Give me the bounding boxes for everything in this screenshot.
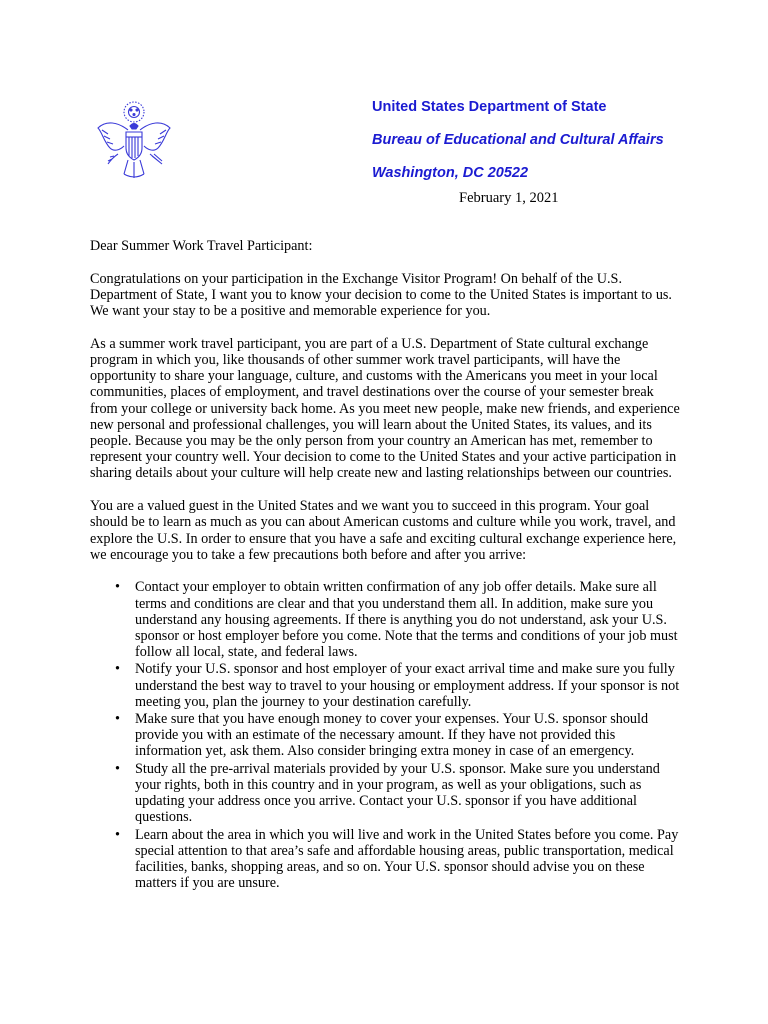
great-seal-icon [94,98,174,184]
department-name: United States Department of State [372,99,607,115]
list-item-text: Notify your U.S. sponsor and host employer of your exact arrival time and make sure you fully understand the best way to travel to your housing or employment address. If your sponsor is not meeting you, plan the journey to your destination carefully. [135,661,680,710]
list-item [90,711,680,760]
paragraph-program-overview: As a summer work travel participant, you are part of a U.S. Department of State cultural exchange program in which you, like thousands of other summer work travel participants, will have the opportunity to share your language, culture, and customs with the Americans you meet in your local communities, places of employment, and travel destinations over the course of your semester break from your college or university back home. As you meet new people, make new friends, and experience new personal and professional challenges, you will learn about the United States, its values, and its people. Because you may be the only person from your country an American has met, remember to represent your country well. Your decision to come to the United States and your active participation in sharing details about your culture will help create new and lasting relationships between our countries. [90,335,680,482]
bullet-icon: • [115,711,120,728]
list-item-text: Study all the pre-arrival materials provided by your U.S. sponsor. Make sure you understand your rights, both in this country and in your program, as well as your obligations, such as updating your address once you arrive. Contact your U.S. sponsor if you have additional questions. [135,760,660,826]
bullet-icon: • [115,579,120,596]
letter-body [90,238,680,892]
salutation: Dear Summer Work Travel Participant: [90,238,313,254]
list-item [90,661,680,710]
list-item [90,761,680,826]
paragraph-valued-guest: You are a valued guest in the United States and we want you to succeed in this program. Your goal should be to learn as much as you can about American customs and culture while you work, travel, and explore the U.S. In order to ensure that you have a safe and exciting cultural exchange experience here, we encourage you to take a few precautions both before and after you arrive: [90,498,677,563]
list-item-text: Learn about the area in which you will live and work in the United States before you come. Pay special attention to that area’s safe and affordable housing areas, public transportation, medical facilities, banks, shopping areas, and so on. Your U.S. sponsor should advise you on these matters if you are unsure. [135,826,679,892]
precautions-list [90,579,680,891]
letterhead [372,91,664,190]
list-item-text: Contact your employer to obtain written confirmation of any job offer details. Make sure all terms and conditions are clear and that you understand them all. In addition, make sure you understand any housing agreements. If there is anything you do not understand, ask your U.S. sponsor or host employer before you come. Note that the terms and conditions of your job must follow all local, state, and federal laws. [135,579,678,661]
list-item-text: Make sure that you have enough money to cover your expenses. Your U.S. sponsor should provide you with an estimate of the necessary amount. If they have not provided this information yet, ask them. Also consider bringing extra money in case of an emergency. [135,711,649,760]
letter-date: February 1, 2021 [459,190,559,206]
list-item [90,827,680,892]
paragraph-congratulations: Congratulations on your participation in the Exchange Visitor Program! On behalf of the U.S. Department of State, I want you to know your decision to come to the United States is important to us. We want your stay to be a positive and memorable experience for you. [90,270,672,320]
bullet-icon: • [115,826,120,843]
office-address: Washington, DC 20522 [372,165,529,181]
bureau-name: Bureau of Educational and Cultural Affairs [372,132,664,148]
bullet-icon: • [115,661,120,678]
list-item [90,579,680,660]
bullet-icon: • [115,760,120,777]
